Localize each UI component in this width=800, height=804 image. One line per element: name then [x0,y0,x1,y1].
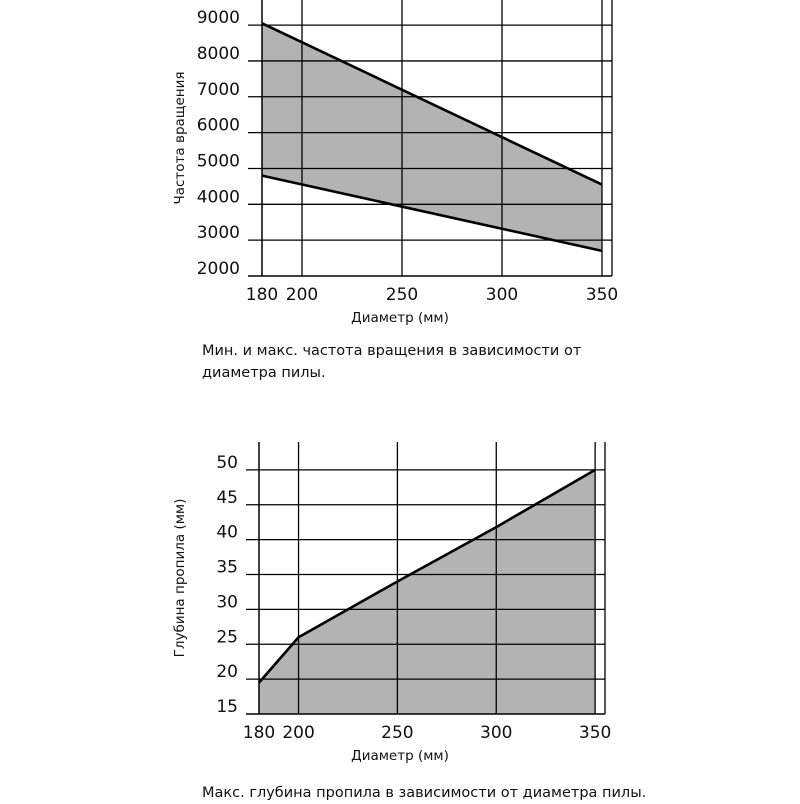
x-tick-label: 350 [578,723,612,743]
x-tick-label: 250 [385,285,419,305]
y-tick-label: 4000 [196,187,240,208]
y-tick-label: 3000 [196,223,240,244]
cut-depth-chart [0,430,800,780]
y-axis-title: Частота вращения [172,71,188,205]
x-tick-label: 200 [285,285,319,305]
x-tick-label: 250 [381,723,414,743]
y-tick-label: 5000 [196,151,240,172]
x-axis-title: Диаметр (мм) [351,748,449,764]
y-tick-label: 40 [216,522,238,543]
x-tick-label: 180 [245,285,279,305]
y-axis-title: Глубина пропила (мм) [172,498,188,658]
x-tick-label: 300 [485,285,519,305]
x-tick-label: 300 [480,723,513,743]
y-tick-label: 45 [216,487,238,508]
y-tick-label: 7000 [196,79,240,100]
chart-fill-area [259,470,595,714]
y-tick-label: 25 [216,627,238,648]
y-tick-label: 20 [216,662,238,683]
x-tick-label: 200 [282,723,315,743]
cut-depth-chart-caption: Макс. глубина пропила в зависимости от диаметра пилы. [202,785,647,801]
rpm-chart-caption: Мин. и макс. частота вращения в зависимости от диаметра пилы. [202,343,582,381]
x-tick-label: 350 [585,285,619,305]
y-tick-label: 6000 [196,115,240,136]
y-tick-label: 15 [216,697,238,717]
x-axis-title: Диаметр (мм) [351,310,449,326]
y-tick-label: 35 [216,557,238,578]
rpm-chart [0,0,800,340]
chart-fill-area [262,23,602,251]
y-tick-label: 8000 [196,43,240,64]
x-tick-label: 180 [242,723,276,743]
y-tick-label: 50 [216,452,238,473]
y-tick-label: 30 [216,592,238,613]
y-tick-label: 2000 [196,259,240,279]
y-tick-label: 9000 [196,8,240,29]
